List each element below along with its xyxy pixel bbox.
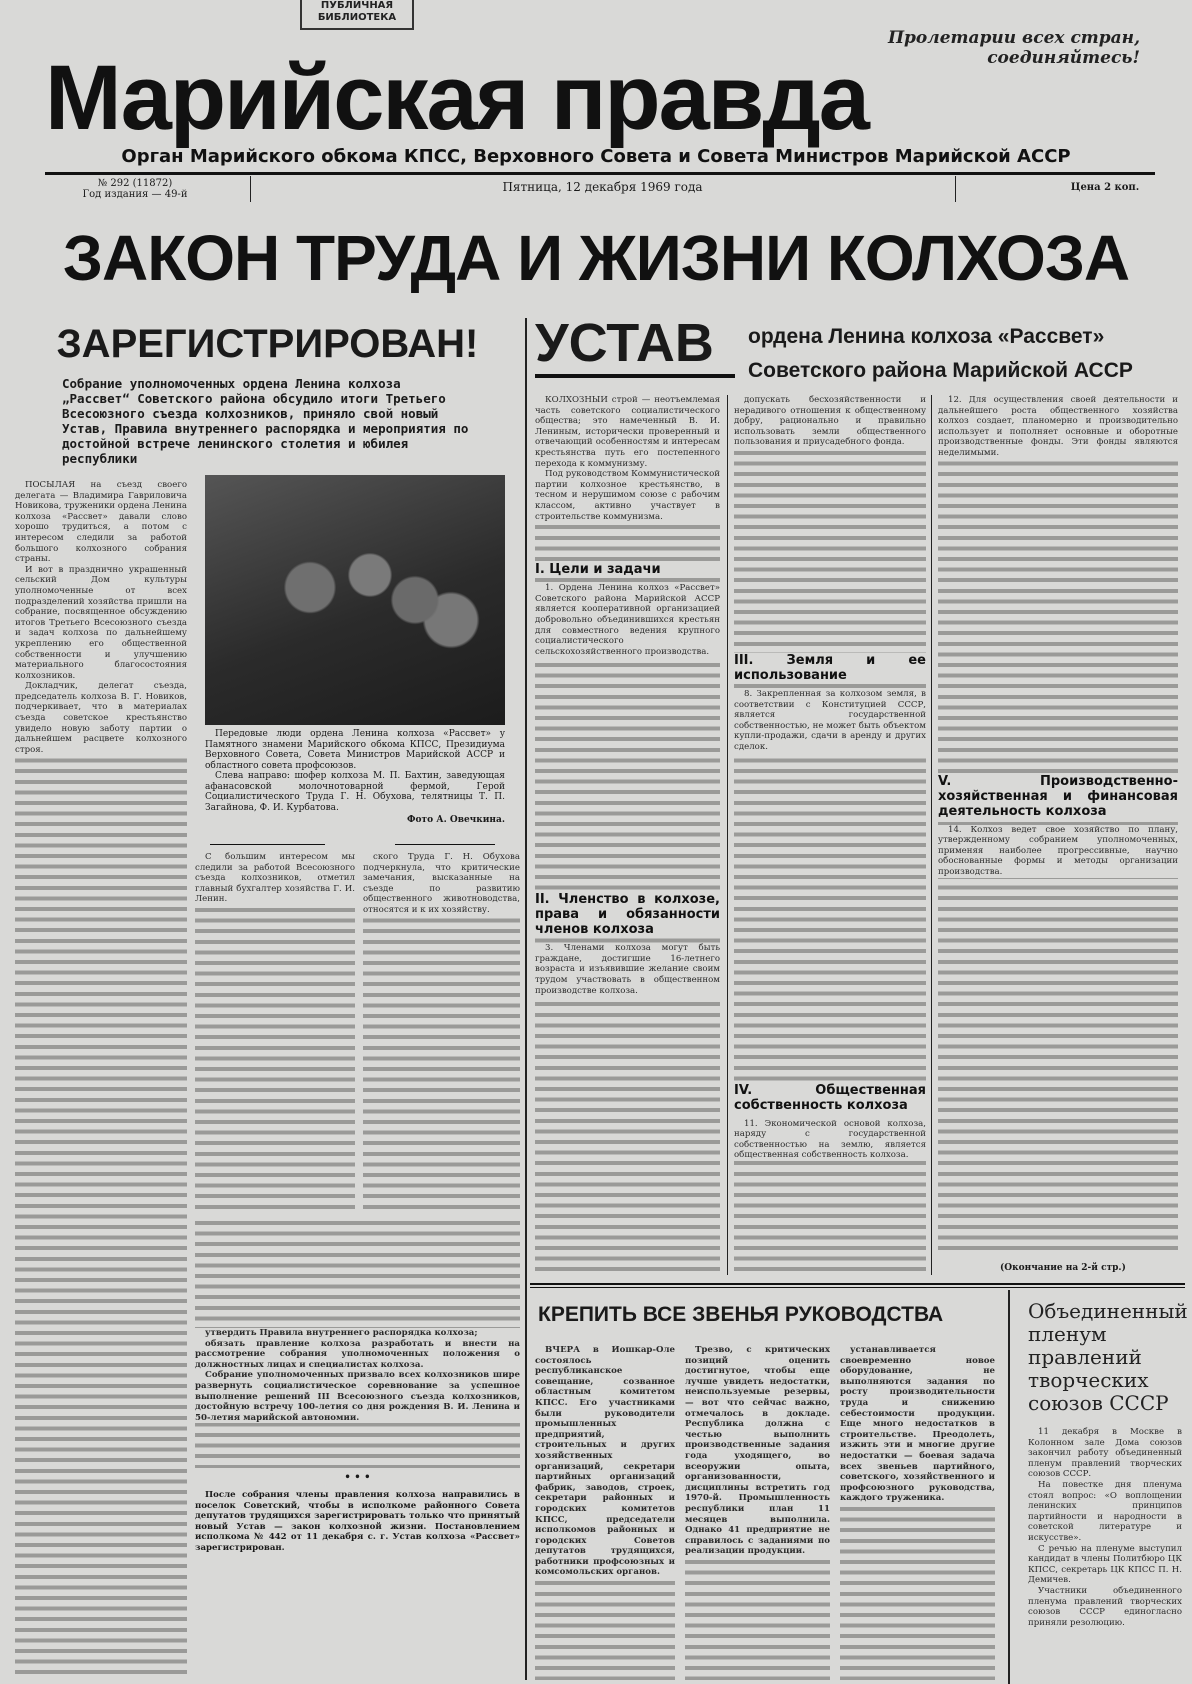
divider [395, 844, 495, 845]
ustav-column-2 [734, 395, 926, 1275]
registered-title: ЗАРЕГИСТРИРОВАН! [56, 322, 479, 366]
motto: Пролетарии всех стран, соединяйтесь! [887, 28, 1140, 68]
section-rule [530, 1283, 1185, 1285]
stamp-text: ПУБЛИЧНАЯ БИБЛИОТЕКА [317, 0, 397, 23]
leadership-column-3 [840, 1345, 995, 1680]
paragraph: ПОСЫЛАЯ на съезд своего делегата — Владимира Гавриловича Новикова, труженики ордена Ленина колхоза «Рассвет» давали слово хорошо трудиться, а потом с интересом следили за работой большого колхозного собрания страны. [15, 480, 187, 565]
registered-lead: Собрание уполномоченных ордена Ленина колхоза „Рассвет“ Советского района обсудило итоги Третьего Всесоюзного съезда колхозников, приняло свой новый Устав, Правила внутреннего распорядка и мероприятия по достойной встрече ленинского столетия и юбилея республики [62, 376, 469, 466]
paragraph: устанавливается своевременно новое оборудование, не выполняются задания по росту производительности труда и снижению себестоимости продукции. Еще много недостатков в строительстве. Преодолеть, изжить эти и многие другие недостатки — боевая задача всех звеньев партийного, советского, хозяйственного и профсоюзного руководства, каждого труженика. [840, 1345, 995, 1504]
issue-year: Год издания — 49-й [82, 189, 188, 200]
plenum-box [1008, 1290, 1188, 1684]
column-divider [931, 395, 932, 1275]
leadership-title: КРЕПИТЬ ВСЕ ЗВЕНЬЯ РУКОВОДСТВА [538, 1303, 944, 1326]
photo-credit: Фото А. Овечкина. [407, 815, 505, 825]
masthead: Марийская правда [45, 47, 868, 149]
main-headline: ЗАКОН ТРУДА И ЖИЗНИ КОЛХОЗА [62, 222, 1130, 294]
paragraph: Докладчик, делегат съезда, председатель колхоза В. Г. Новиков, подчеркивает, что в материалах съезда советское крестьянство увидело новую заботу партии о дальнейшем расцвете колхозного строя. [15, 681, 187, 755]
paragraph: Собрание уполномоченных призвало всех колхозников шире развернуть социалистическое соревнование за успешное выполнение решений III Всесоюзного съезда колхозников, достойную встречу 100-летия со дня рождения В. И. Ленина и 50-летия марийской автономии. [195, 1370, 520, 1423]
paragraph: КОЛХОЗНЫЙ строй — неотъемлемая часть советского социалистического общества; это намеченный В. И. Лениным, исторически проверенный и отвечающий особенностям и интересам крестьянства путь его постепенного перехода к коммунизму. [535, 395, 720, 469]
library-stamp [300, 0, 414, 30]
paragraph: 14. Колхоз ведет свое хозяйство по плану, утвержденному собранием уполномоченных, применяя наиболее прогрессивные, научно обоснованные формы и методы организации производства. [938, 824, 1178, 877]
paragraph: допускать бесхозяйственности и нерадивого отношения к общественному добру, рационально и правильно использовать земли общественного пользования и приусадебного фонда. [734, 395, 926, 448]
paragraph: Под руководством Коммунистической партии колхозное крестьянство, в тесном и нерушимом союзе с рабочим классом, активно участвует в строительстве коммунизма. [535, 469, 720, 522]
continued-note: (Окончание на 2-й стр.) [1000, 1263, 1126, 1273]
paragraph: 12. Для осуществления своей деятельности и дальнейшего роста общественного хозяйства колхоз создает, планомерно и производительно использует и пополняет основные и оборотные производственные фонды. Эти фонды являются неделимыми. [938, 395, 1178, 458]
caption-text: Передовые люди ордена Ленина колхоза «Рассвет» у Памятного знамени Марийского обкома КПСС, Президиума Верховного Совета, Совета Министров Марийской АССР и областного совета профсоюзов. [205, 729, 505, 771]
paragraph: Участники объединенного пленума правлений творческих союзов СССР единогласно приняли резолюцию. [1028, 1585, 1182, 1628]
section-heading: IV. Общественная собственность колхоза [734, 1082, 926, 1113]
paragraph: 1. Ордена Ленина колхоз «Рассвет» Советского района Марийской АССР является кооперативной организацией добровольно объединившихся крестьян для совместного ведения крупного социалистического сельскохозяйственного производства. [535, 583, 720, 657]
column-divider [525, 318, 527, 1680]
resolution-block [195, 1218, 520, 1468]
plenum-text [1028, 1427, 1182, 1677]
registered-column-1 [15, 480, 187, 1675]
divider [210, 844, 325, 845]
paragraph: На повестке дня пленума стоял вопрос: «О воплощении ленинских принципов партийности и народности в советской литературе и искусстве». [1028, 1479, 1182, 1543]
paragraph: ВЧЕРА в Йошкар-Оле состоялось республиканское совещание, созванное областным комитетом КПСС. Его участниками были руководители промышленных предприятий, строительных и других хозяйственных организаций, секретари партийных организаций фабрик, заводов, строек, секретари районных и городских комитетов КПСС, председатели исполкомов районных и городских Советов депутатов трудящихся, работники профсоюзных и комсомольских органов. [535, 1345, 675, 1578]
plenum-title: Объединенный пленум правлений творческих союзов СССР [1028, 1299, 1188, 1415]
issue-price: Цена 2 коп. [1070, 182, 1140, 193]
leadership-column-1 [535, 1345, 675, 1680]
paragraph: 8. Закрепленная за колхозом земля, в соответствии с Конституцией СССР, является государственной собственностью, не может быть объектом купли-продажи, сдачи в аренду и других сделок. [734, 688, 926, 752]
divider [955, 176, 956, 202]
photo-collective-farm-workers [205, 475, 505, 725]
separator: • • • [344, 1472, 371, 1483]
paragraph: 11. Экономической основой колхоза, наряду с государственной собственностью на землю, является общественная собственность колхоза. [734, 1118, 926, 1161]
section-heading: V. Производственно-хозяйственная и финансовая деятельность колхоза [938, 773, 1178, 819]
organ-subtitle: Орган Марийского обкома КПСС, Верховного Совета и Совета Министров Марийской АССР [121, 146, 1071, 167]
column-divider [727, 395, 728, 1275]
ustav-column-1 [535, 395, 720, 1275]
paragraph: 11 декабря в Москве в Колонном зале Дома союзов закончил работу объединенный пленум правлений творческих союзов СССР. [1028, 1427, 1182, 1480]
photo-caption [205, 729, 505, 826]
paragraph: Трезво, с критических позиций оценить достигнутое, чтобы еще лучше увидеть недостатки, неиспользуемые резервы, — вот что сейчас важно, отмечалось в докладе. Республика должна с честью выполнить производственные задания года уходящего, во всеоружии опыта, организованности, дисциплины встретить год 1970-й. Промышленность республики план 11 месяцев выполнила. Однако 41 предприятие не справилось с заданиями по реализации продукции. [685, 1345, 830, 1557]
paragraph: 3. Членами колхоза могут быть граждане, достигшие 16-летнего возраста и изъявившие желание своим трудом участвовать в общественном производстве колхоза. [535, 943, 720, 996]
ustav-word: УСТАВ [535, 313, 714, 373]
registered-column-2 [195, 852, 355, 1210]
ustav-title [748, 320, 1180, 388]
section-rule [530, 1287, 1185, 1288]
paragraph: И вот в празднично украшенный сельский Дом культуры уполномоченные от всех подразделений хозяйства пришли на собрание, посвященное обсуждению итогов Третьего Всесоюзного съезда и задач колхоза по дальнейшему укреплению его общественной собственности и улучшению материального благосостояния колхозников. [15, 564, 187, 681]
issue-number: № 292 (11872) [97, 178, 173, 189]
section-heading: III. Земля и ее использование [734, 652, 926, 683]
ustav-column-3 [938, 395, 1178, 1255]
paragraph: ского Труда Г. Н. Обухова подчеркнула, что критические замечания, высказанные на съезде по развитию общественного животноводства, относятся и к их хозяйству. [363, 852, 520, 915]
ustav-title-line: Советского района Марийской АССР [748, 359, 1133, 382]
paragraph: утвердить Правила внутреннего распорядка колхоза; [195, 1328, 520, 1339]
registration-note: После собрания члены правления колхоза направились в поселок Советский, чтобы в исполкоме районного Совета депутатов трудящихся зарегистрировать только что принятый новый Устав — закон колхозной жизни. Постановлением исполкома № 442 от 11 декабря с. г. Устав колхоза «Рассвет» зарегистрирован. [195, 1490, 520, 1553]
ustav-underline [535, 374, 735, 378]
issue-date: Пятница, 12 декабря 1969 года [502, 180, 703, 194]
caption-names: Слева направо: шофер колхоза М. П. Бахтин, заведующая афанасовской молочнотоварной фермой, Герой Социалистического Труда Г. Н. Обухова, телятницы Т. П. Загайнова, Ф. И. Курбатова. [205, 771, 505, 813]
ustav-title-line: ордена Ленина колхоза «Рассвет» [748, 325, 1105, 348]
leadership-column-2 [685, 1345, 830, 1680]
paragraph: С большим интересом мы следили за работой Всесоюзного съезда колхозников, отметил главный бухгалтер хозяйства Г. И. Ленин. [195, 852, 355, 905]
issue-number-block [60, 178, 210, 200]
masthead-rule [45, 172, 1155, 175]
paragraph: С речью на пленуме выступил кандидат в члены Политбюро ЦК КПСС, секретарь ЦК КПСС П. Н. Демичев. [1028, 1543, 1182, 1586]
paragraph: обязать правление колхоза разработать и внести на рассмотрение собрания уполномоченных положения о должностных лицах и специалистах колхоза. [195, 1338, 520, 1370]
section-heading: I. Цели и задачи [535, 562, 720, 577]
registered-column-3 [363, 852, 520, 1210]
section-heading: II. Членство в колхозе, права и обязанности членов колхоза [535, 892, 720, 938]
